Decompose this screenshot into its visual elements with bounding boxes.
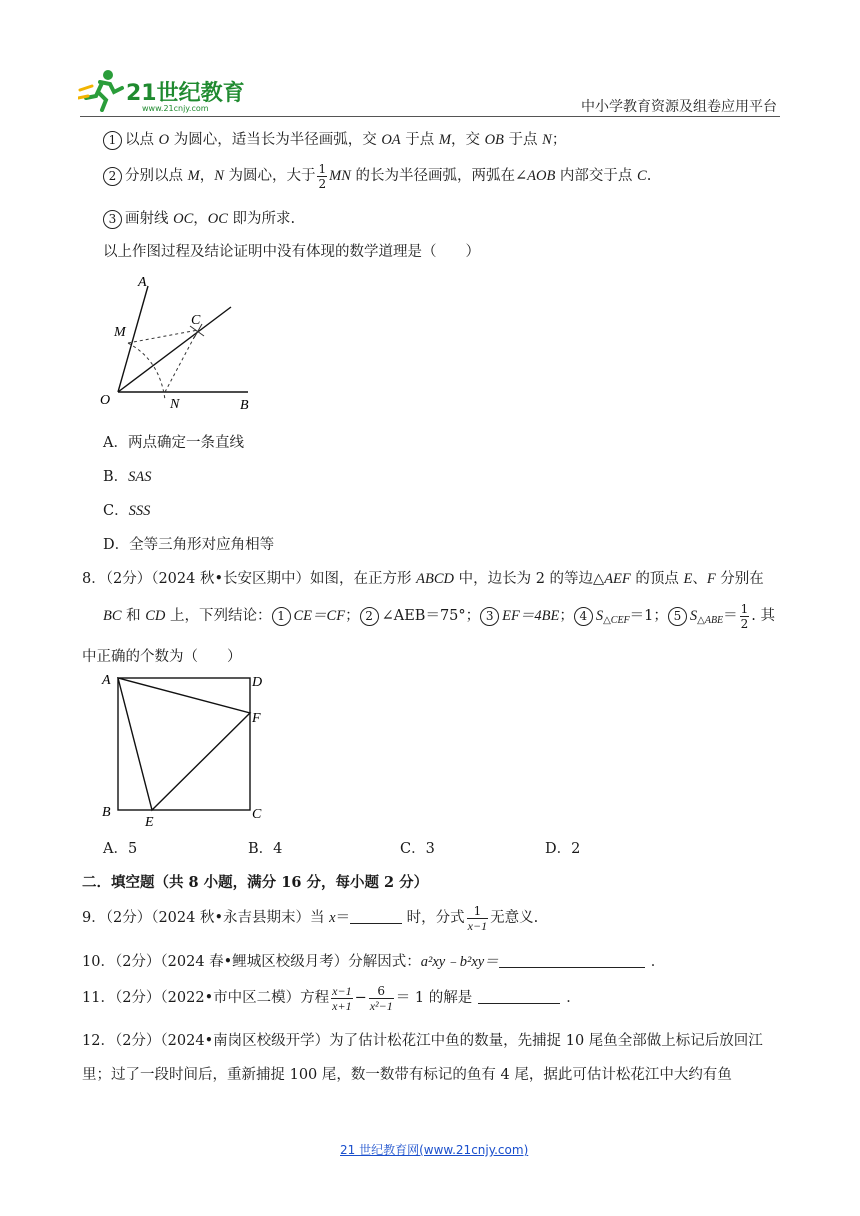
option-c: C．3 [400,841,435,857]
option-a: A．5 [103,841,138,857]
platform-name: 中小学教育资源及组卷应用平台 [581,99,777,115]
segment-mc [128,330,198,343]
q7-step2: 2 分别以点 M，N 为圆心，大于 $\frac{1}{2}$ MN 的长为半径画弧，两弧在∠AOB 内部交于点 C. [103,160,651,192]
option-d: D．全等三角形对应角相等 [103,537,275,553]
q7-step3: 3 画射线 OC，OC 即为所求. [103,207,295,229]
svg-text:M: M [114,325,126,340]
svg-text:A: A [102,673,111,688]
q11: 11．（2分）（2022•市中区二模）方程 $\frac{x-1}{x+1}$ − $\frac{6}{\text{x²−1}}$ ＝ 1 的解是 ． [82,983,581,1013]
q7-question: 以上作图过程及结论证明中没有体现的数学道理是（ ） [103,244,480,260]
q12-line1: 12．（2分）（2024•南岗区校级开学）为了估计松花江中鱼的数量，先捕捉 10 尾鱼全部做上标记后放回江 [82,1033,763,1049]
svg-text:C: C [252,807,262,822]
option-d: D．2 [545,841,581,857]
square-triangle-figure [100,668,280,828]
option-a: A．两点确定一条直线 [103,435,244,451]
q12-line2: 里；过了一段时间后，重新捕捉 100 尾，数一数带有标记的鱼有 4 尾，据此可估计松花江中大约有鱼 [82,1067,732,1083]
q10: 10．（2分）（2024 春•鲤城区校级月考）分解因式：a²xy﹣b²xy＝ ． [82,954,666,970]
runner-logo-icon [78,68,126,112]
q8-line1: 8．（2分）（2024 秋•长安区期中）如图，在正方形 ABCD 中，边长为 2 的等边△AEF 的顶点 E、F 分别在 [82,571,764,587]
step-number: 1 [103,131,122,150]
svg-text:E: E [145,815,154,828]
option-b: B．4 [248,841,283,857]
fraction-one-half: $\frac{1}{2}$ [318,161,327,191]
logo-url: www.21cnjy.com [142,104,209,113]
triangle-aef [118,678,250,810]
logo [78,66,258,116]
q8-line3: 中正确的个数为（ ） [82,649,242,665]
svg-text:B: B [240,398,249,413]
answer-blank [499,953,645,968]
q9: 9．（2分）（2024 秋•永吉县期末）当 x＝ 时，分式 $\frac{1}{x-1}$ 无意义. [82,903,539,933]
answer-blank [350,909,402,924]
angle-bisector-figure [98,270,268,420]
step-number: 3 [103,210,122,229]
footer-link[interactable]: 21 世纪教育网(www.21cnjy.com) [340,1143,529,1157]
svg-text:O: O [100,393,111,408]
square-abcd [118,678,250,810]
svg-text:A: A [138,275,147,290]
ray-oc [118,307,231,392]
option-c: C．SSS [103,503,151,519]
svg-text:B: B [102,805,111,820]
svg-text:F: F [252,711,261,726]
section-heading: 二．填空题（共 8 小题，满分 16 分，每小题 2 分） [82,874,429,891]
segment-nc [165,330,198,392]
header-divider [80,116,780,117]
svg-text:C: C [191,313,201,328]
answer-blank [478,989,560,1004]
logo-text: 21世纪教育 [126,81,245,106]
step-number: 2 [103,167,122,186]
q8-line2: BC 和 CD 上，下列结论： 1 CE＝CF； 2 ∠AEB＝75°； 3 EF＝4BE； 4 $S_{\triangle CEF}=1$； 5 $S_{\triangle ABE}=$ $\frac{1}{2}$ . 其 [103,601,776,631]
q7-step1: 1 以点 O 为圆心，适当长为半径画弧，交 OA 于点 M，交 OB 于点 N； [103,128,566,150]
option-b: B．SAS [103,469,152,485]
svg-text:N: N [170,397,180,412]
svg-text:D: D [252,675,263,690]
